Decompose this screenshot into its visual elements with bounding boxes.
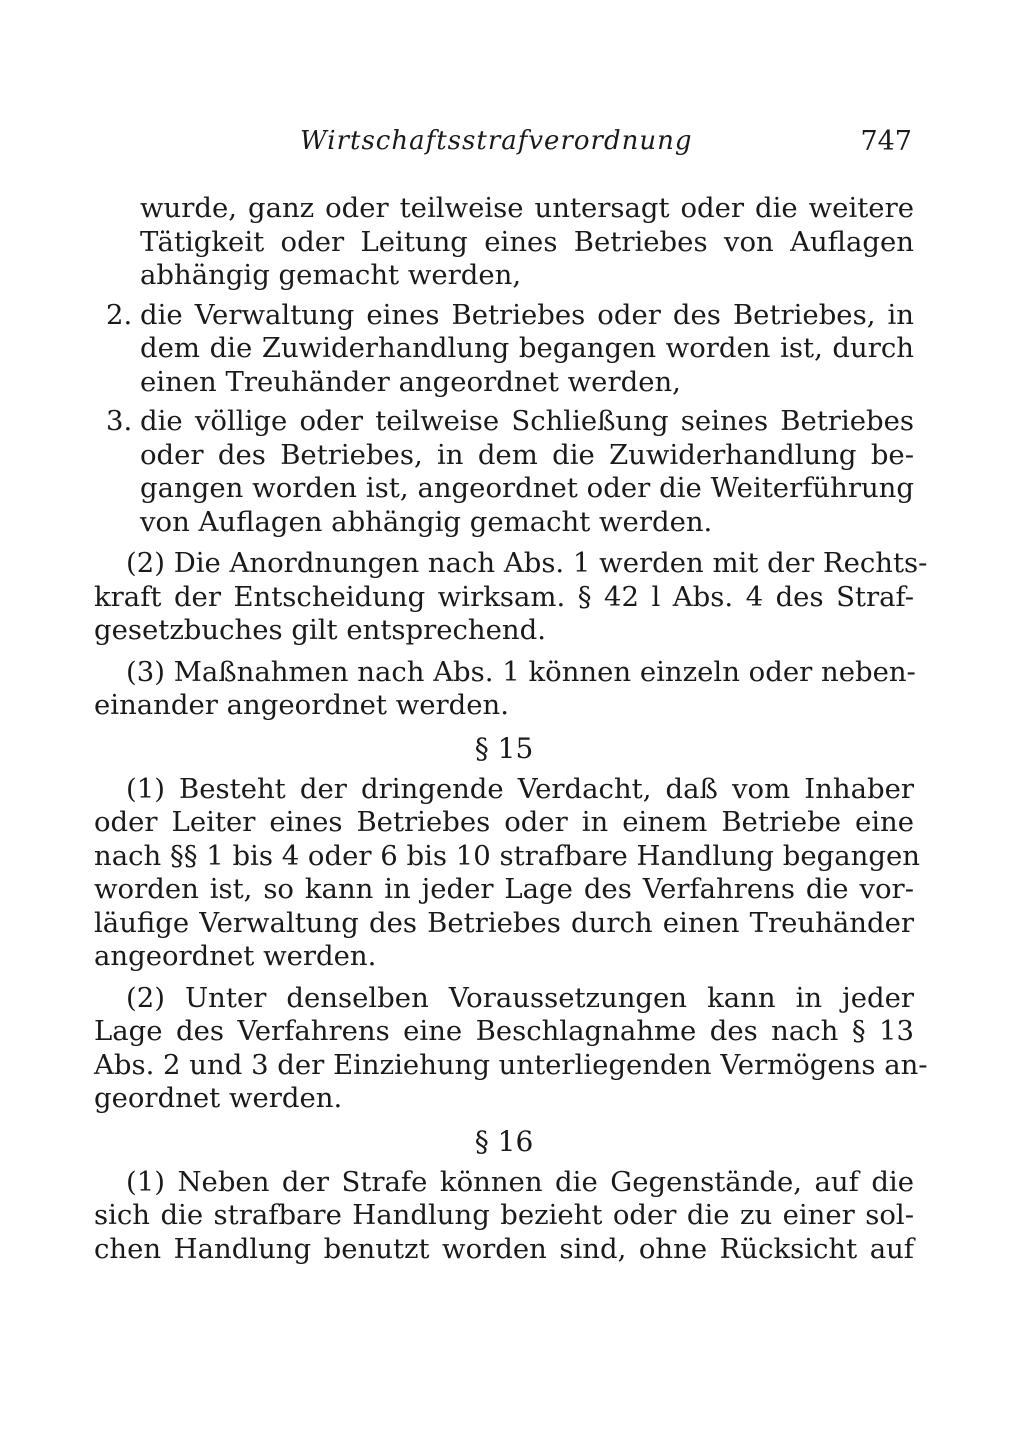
text-line: läufige Verwaltung des Betriebes durch einen Treuhänder <box>94 906 914 939</box>
paragraph <box>94 547 928 648</box>
text-line: (1) Neben der Strafe können die Gegenstände, auf die <box>126 1165 914 1198</box>
section-heading: § 16 <box>474 1124 534 1158</box>
text-line: Tätigkeit oder Leitung eines Betriebes von Auflagen <box>140 225 914 258</box>
text-line: kraft der Entscheidung wirksam. § 42 l Abs. 4 des Straf- <box>94 580 914 613</box>
page-number: 747 <box>860 126 912 157</box>
text-line: gangen worden ist, angeordnet oder die Weiterführung <box>140 472 914 504</box>
text-line: oder des Betriebes, in dem die Zuwiderhandlung be- <box>140 438 914 471</box>
text-line: chen Handlung benutzt worden sind, ohne Rücksicht auf <box>94 1232 914 1265</box>
text-line: abhängig gemacht werden, <box>140 259 522 291</box>
text-line: die völlige oder teilweise Schließung seines Betriebes <box>140 405 914 437</box>
paragraph <box>94 981 928 1116</box>
text-line: einen Treuhänder angeordnet werden, <box>140 365 681 398</box>
list-item-3 <box>94 405 914 539</box>
list-item-2 <box>94 299 914 400</box>
page-header <box>0 126 1024 162</box>
section-heading: § 15 <box>474 731 534 765</box>
text-line: (3) Maßnahmen nach Abs. 1 können einzeln oder neben- <box>126 655 916 688</box>
text-line: (1) Besteht der dringende Verdacht, daß vom Inhaber <box>126 772 914 805</box>
text-line: oder Leiter eines Betriebes oder in einem Betriebe eine <box>94 806 914 838</box>
text-line: dem die Zuwiderhandlung begangen worden ist, durch <box>140 332 914 364</box>
text-line: Lage des Verfahrens eine Beschlagnahme des nach § 13 <box>94 1015 914 1047</box>
text-line: von Auflagen abhängig gemacht werden. <box>140 505 713 538</box>
text-line: nach §§ 1 bis 4 oder 6 bis 10 strafbare Handlung begangen <box>94 839 920 872</box>
text-line: worden ist, so kann in jeder Lage des Verfahrens die vor- <box>94 873 914 905</box>
text-line: einander angeordnet werden. <box>94 689 510 721</box>
text-line: angeordnet werden. <box>94 940 377 972</box>
text-line: die Verwaltung eines Betriebes oder des Betriebes, in <box>140 298 914 331</box>
text-line: gesetzbuches gilt entsprechend. <box>94 614 546 646</box>
text-line: geordnet werden. <box>94 1082 343 1114</box>
text-line: wurde, ganz oder teilweise untersagt oder die weitere <box>140 192 914 224</box>
text-line: (2) Die Anordnungen nach Abs. 1 werden mit der Rechts- <box>126 547 928 579</box>
paragraph <box>94 772 920 974</box>
list-item-number: 3. <box>106 405 133 437</box>
text-line: (2) Unter denselben Voraussetzungen kann in jeder <box>126 981 914 1014</box>
text-line: sich die strafbare Handlung bezieht oder die zu einer sol- <box>94 1199 914 1231</box>
list-item-number: 2. <box>106 298 133 331</box>
running-title: Wirtschaftsstrafverordnung <box>300 126 693 156</box>
list-item-continuation <box>94 192 914 293</box>
text-line: Abs. 2 und 3 der Einziehung unterliegenden Vermögens an- <box>94 1048 928 1081</box>
page-body <box>94 192 928 1266</box>
paragraph <box>94 656 914 723</box>
paragraph <box>94 1166 914 1267</box>
